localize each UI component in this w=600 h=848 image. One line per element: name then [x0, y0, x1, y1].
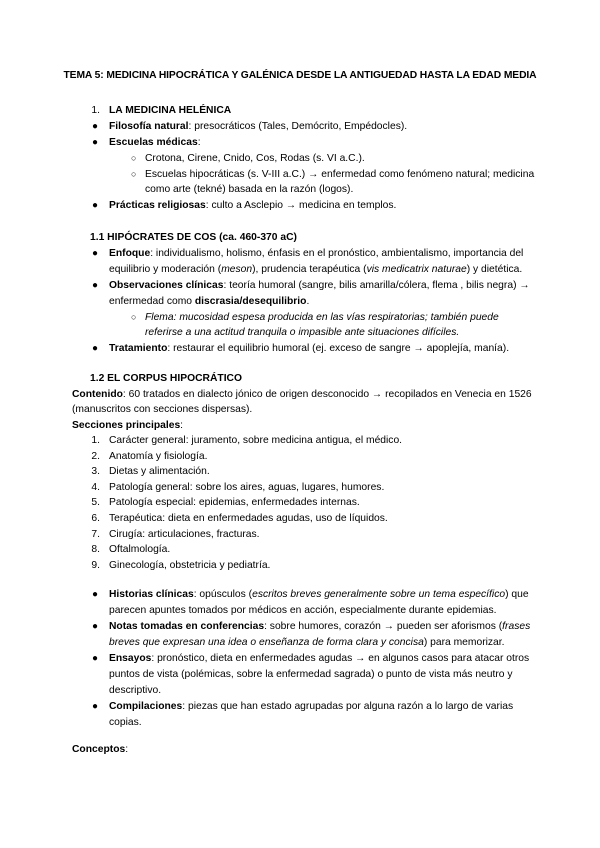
- bullet-icon: ●: [92, 121, 99, 132]
- sub-item-text: Crotona, Cirene, Cnido, Cos, Rodas (s. VI a.C.).: [145, 153, 365, 164]
- text-run: ) que: [505, 589, 529, 600]
- text-run: : sobre humores, corazón → pueden ser aforismos (: [264, 621, 503, 632]
- italic-term: breves que expresan una idea o enseñanza de forma clara y concisa: [109, 637, 424, 648]
- numbered-list-item: Dietas y alimentación.: [109, 466, 210, 477]
- circle-bullet-icon: ○: [131, 153, 137, 163]
- list-item: [109, 120, 407, 133]
- item-label: Ensayos: [109, 653, 152, 664]
- bullet-icon: ●: [92, 200, 99, 211]
- list-item-continuation: parecen apuntes tomados por médicos en acción, especialmente durante epidemias.: [109, 605, 497, 616]
- text-run: ) para memorizar.: [423, 637, 505, 648]
- text-run: .: [306, 296, 310, 307]
- item-label: Prácticas religiosas: [109, 200, 206, 211]
- list-item: [109, 652, 529, 665]
- bullet-icon: ●: [92, 343, 99, 354]
- bullet-icon: ●: [92, 621, 99, 632]
- text-run: : opúsculos (: [193, 589, 253, 600]
- italic-term: escritos breves generalmente sobre un tema específico: [252, 589, 506, 600]
- list-item: [109, 199, 396, 212]
- bullet-icon: ●: [92, 589, 99, 600]
- sub-item-text: referirse a una actitud tranquila o impasible ante situaciones difíciles.: [145, 327, 460, 338]
- list-item-continuation: [109, 636, 505, 649]
- sub-item-text: como arte (tekné) basada en la razón (logos).: [145, 184, 354, 195]
- list-item: [109, 247, 523, 260]
- list-item-continuation: puntos de vista (polémicas, sobre la enfermedad sagrada) o punto de vista más neutro y: [109, 669, 513, 680]
- item-text: : restaurar el equilibrio humoral (ej. exceso de sangre → apoplejía, manía).: [167, 343, 510, 354]
- item-text: : individualismo, holismo, énfasis en el pronóstico, ambientalismo, importancia del: [150, 248, 524, 259]
- list-item: [109, 700, 513, 713]
- list-item: [109, 136, 201, 149]
- text-run: equilibrio y moderación (: [109, 264, 222, 275]
- numbered-list-item: Ginecología, obstetricia y pediatría.: [109, 560, 271, 571]
- numbered-list-item: Carácter general: juramento, sobre medicina antigua, el médico.: [109, 435, 403, 446]
- paragraph: [72, 388, 532, 401]
- sub-item-text: Escuelas hipocráticas (s. V-III a.C.) → enfermedad como fenómeno natural; medicina: [145, 169, 535, 180]
- bullet-icon: ●: [92, 701, 99, 712]
- numbered-list-item: Oftalmología.: [109, 544, 171, 555]
- list-number: 4.: [91, 482, 100, 493]
- section-heading: 1.1 HIPÓCRATES DE COS (ca. 460-370 aC): [90, 232, 297, 243]
- page-title: TEMA 5: MEDICINA HIPOCRÁTICA Y GALÉNICA DESDE LA ANTIGUEDAD HASTA LA EDAD MEDIA: [63, 70, 537, 81]
- item-text: : pronóstico, dieta en enfermedades agudas → en algunos casos para atacar otros: [151, 653, 530, 664]
- list-item: [109, 588, 529, 601]
- numbered-list-item: Anatomía y fisiología.: [109, 451, 208, 462]
- list-item: [109, 342, 509, 355]
- italic-term: meson: [221, 264, 253, 275]
- section-heading: LA MEDICINA HELÉNICA: [109, 105, 232, 116]
- text-run: ), prudencia terapéutica (: [252, 264, 367, 275]
- text-run: enfermedad como: [109, 296, 195, 307]
- numbered-list-item: Terapéutica: dieta en enfermedades agudas, uso de líquidos.: [109, 513, 388, 524]
- item-label: Conceptos: [72, 744, 126, 755]
- bullet-icon: ●: [92, 137, 99, 148]
- item-text: :: [125, 744, 129, 755]
- list-item: [109, 620, 530, 633]
- item-label: Enfoque: [109, 248, 151, 259]
- item-label: Notas tomadas en conferencias: [109, 621, 265, 632]
- item-label: Secciones principales: [72, 420, 181, 431]
- paragraph-continuation: (manuscritos con secciones dispersas).: [72, 404, 253, 415]
- numbered-list-item: Patología general: sobre los aires, aguas, lugares, humores.: [109, 482, 385, 493]
- item-text: : presocráticos (Tales, Demócrito, Empédocles).: [188, 121, 408, 132]
- item-label: Tratamiento: [109, 343, 168, 354]
- list-number: 6.: [91, 513, 100, 524]
- paragraph: [72, 743, 128, 756]
- list-number: 1.: [91, 435, 100, 446]
- sub-item-text: Flema: mucosidad espesa producida en las vías respiratorias; también puede: [145, 312, 499, 323]
- list-number: 2.: [91, 451, 100, 462]
- list-number: 7.: [91, 529, 100, 540]
- item-label: Escuelas médicas: [109, 137, 198, 148]
- item-label: Historias clínicas: [109, 589, 194, 600]
- list-item-continuation: descriptivo.: [109, 685, 162, 696]
- item-text: : teoría humoral (sangre, bilis amarilla/cólera, flema , bilis negra) →: [223, 280, 530, 291]
- item-text: :: [180, 420, 184, 431]
- italic-term: frases: [502, 621, 531, 632]
- item-text: : piezas que han estado agrupadas por alguna razón a lo largo de varias: [182, 701, 514, 712]
- item-text: :: [197, 137, 201, 148]
- list-number: 8.: [91, 544, 100, 555]
- item-label: Filosofía natural: [109, 121, 189, 132]
- list-item: [109, 279, 530, 292]
- list-number: 9.: [91, 560, 100, 571]
- paragraph: [72, 419, 183, 432]
- list-item-continuation: [109, 295, 309, 308]
- item-label: Observaciones clínicas: [109, 280, 224, 291]
- section-heading: 1.2 EL CORPUS HIPOCRÁTICO: [90, 373, 242, 384]
- list-item-continuation: [109, 263, 522, 276]
- list-number: 3.: [91, 466, 100, 477]
- bullet-icon: ●: [92, 280, 99, 291]
- list-item-continuation: copias.: [109, 717, 142, 728]
- item-label: Compilaciones: [109, 701, 183, 712]
- text-run: ) y dietética.: [466, 264, 523, 275]
- item-label: Contenido: [72, 389, 123, 400]
- item-text: : 60 tratados en dialecto jónico de origen desconocido → recopilados en Venecia en 1526: [122, 389, 532, 400]
- list-number: 5.: [91, 497, 100, 508]
- bullet-icon: ●: [92, 248, 99, 259]
- numbered-list-item: Patología especial: epidemias, enfermedades internas.: [109, 497, 360, 508]
- circle-bullet-icon: ○: [131, 312, 137, 322]
- section-number: 1.: [91, 105, 100, 116]
- italic-term: vis medicatrix naturae: [366, 264, 467, 275]
- bold-term: discrasia/desequilibrio: [194, 296, 307, 307]
- numbered-list-item: Cirugía: articulaciones, fracturas.: [109, 529, 260, 540]
- item-text: : culto a Asclepio → medicina en templos.: [205, 200, 397, 211]
- bullet-icon: ●: [92, 653, 99, 664]
- circle-bullet-icon: ○: [131, 169, 137, 179]
